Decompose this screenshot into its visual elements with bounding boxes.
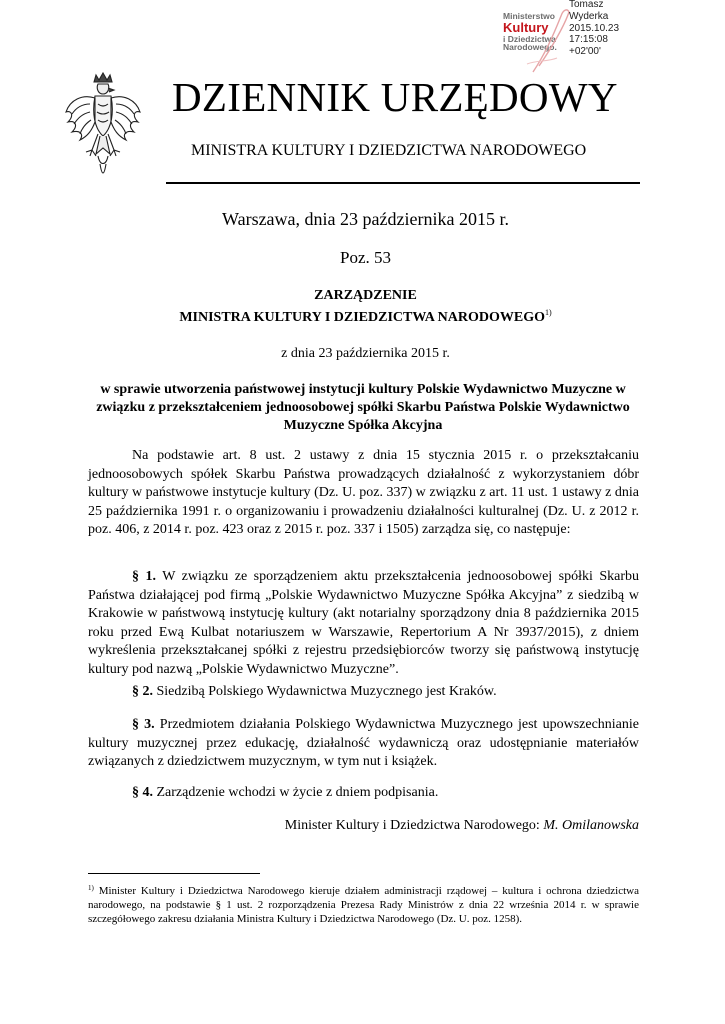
section-3 <box>88 716 639 772</box>
signatory-line <box>250 818 639 834</box>
document-type: ZARZĄDZENIE <box>314 288 417 303</box>
document-issuer <box>0 308 725 326</box>
legal-basis-paragraph: Na podstawie art. 8 ust. 2 ustawy z dnia 15 stycznia 2015 r. o przekształcaniu jednoosobowych spółek Skarbu Państwa prowadzących działalność z wykorzystaniem dóbr kultury w państwowe instytucje kultury (Dz. U. poz. 337) w związku z art. 11 ust. 1 ustawy z dnia 25 października 1991 r. o organizowaniu i prowadzeniu działalności kulturalnej (Dz. U. z 2012 r. poz. 406, z 2014 r. poz. 423 oraz z 2015 r. poz. 337 i 1505) zarządza się, co następuje: <box>88 448 639 537</box>
place-and-date: Warszawa, dnia 23 października 2015 r. <box>222 209 509 229</box>
signature-flourish-icon <box>523 6 573 76</box>
issuer-name: MINISTRA KULTURY I DZIEDZICTWA NARODOWEGO <box>179 310 545 325</box>
section-text: W związku ze sporządzeniem aktu przekształcenia jednoosobowej spółki Skarbu Państwa działającej pod firmą „Polskie Wydawnictwo Muzyczne Spółka Akcyjna” z siedzibą w Krakowie w państwową instytucję kultury (akt notarialny sporządzony dnia 8 października 2015 roku przed Ewą Kulbat notariuszem w Warszawie, Repertorium A Nr 3937/2015), z dniem wykreślenia przekształcanej spółki z rejestru przedsiębiorców tworzy się państwową instytucję kultury pod nazwą „Polskie Wydawnictwo Muzyczne”. <box>88 569 640 677</box>
document-date: z dnia 23 października 2015 r. <box>281 346 450 361</box>
polish-eagle-icon <box>62 72 144 184</box>
footnote <box>88 881 639 926</box>
footnote-mark: 1) <box>88 884 94 892</box>
signature-time: 17:15:08 <box>569 34 608 46</box>
signature-details <box>569 0 619 58</box>
section-mark: § 3. <box>132 717 155 732</box>
header-divider <box>166 182 640 184</box>
section-mark: § 1. <box>132 569 156 584</box>
journal-subtitle: MINISTRA KULTURY I DZIEDZICTWA NARODOWEGO <box>191 142 587 159</box>
section-mark: § 4. <box>132 785 153 800</box>
journal-title: DZIENNIK URZĘDOWY <box>172 74 618 120</box>
footnote-divider <box>88 873 260 874</box>
section-text: Siedzibą Polskiego Wydawnictwa Muzycznego jest Kraków. <box>153 684 497 699</box>
electronic-signature <box>503 0 718 75</box>
signature-timezone: +02'00' <box>569 46 601 58</box>
document-subject: w sprawie utworzenia państwowej instytucji kultury Polskie Wydawnictwo Muzyczne w związku z przekształceniem jednoosobowej spółki Skarbu Państwa Polskie Wydawnictwo Muzyczne Spółka Akcyjna <box>96 382 630 433</box>
signatory-name: M. Omilanowska <box>543 818 639 833</box>
section-4 <box>88 784 639 803</box>
section-mark: § 2. <box>132 684 153 699</box>
footnote-text: Minister Kultury i Dziedzictwa Narodowego kieruje działem administracji rządowej – kultura i ochrona dziedzictwa narodowego, na podstawie § 1 ust. 2 rozporządzenia Prezesa Rady Ministrów z dnia 22 września 2014 r. w sprawie szczegółowego zakresu działania Ministra Kultury i Dziedzictwa Narodowego (Dz. U. poz. 1258). <box>88 885 639 925</box>
section-1 <box>88 568 639 679</box>
signatory-role: Minister Kultury i Dziedzictwa Narodowego: <box>284 818 544 833</box>
section-text: Zarządzenie wchodzi w życie z dniem podpisania. <box>153 785 439 800</box>
section-2 <box>88 683 639 702</box>
signer-last-name: Wyderka <box>569 10 609 22</box>
signer-first-name: Tomasz <box>569 0 604 10</box>
position-number: Poz. 53 <box>340 248 391 267</box>
signature-date: 2015.10.23 <box>569 22 620 34</box>
section-text: Przedmiotem działania Polskiego Wydawnictwa Muzycznego jest upowszechnianie kultury muzycznej przez edukację, działalność wydawniczą oraz udostępnianie materiałów związanych z dziedzictwem muzycznym, w tym nut i książek. <box>88 717 639 769</box>
ministry-logo: Ministerstwo Kultury i Dziedzictwa Narodowego. <box>503 12 567 52</box>
footnote-reference: 1) <box>544 308 552 317</box>
